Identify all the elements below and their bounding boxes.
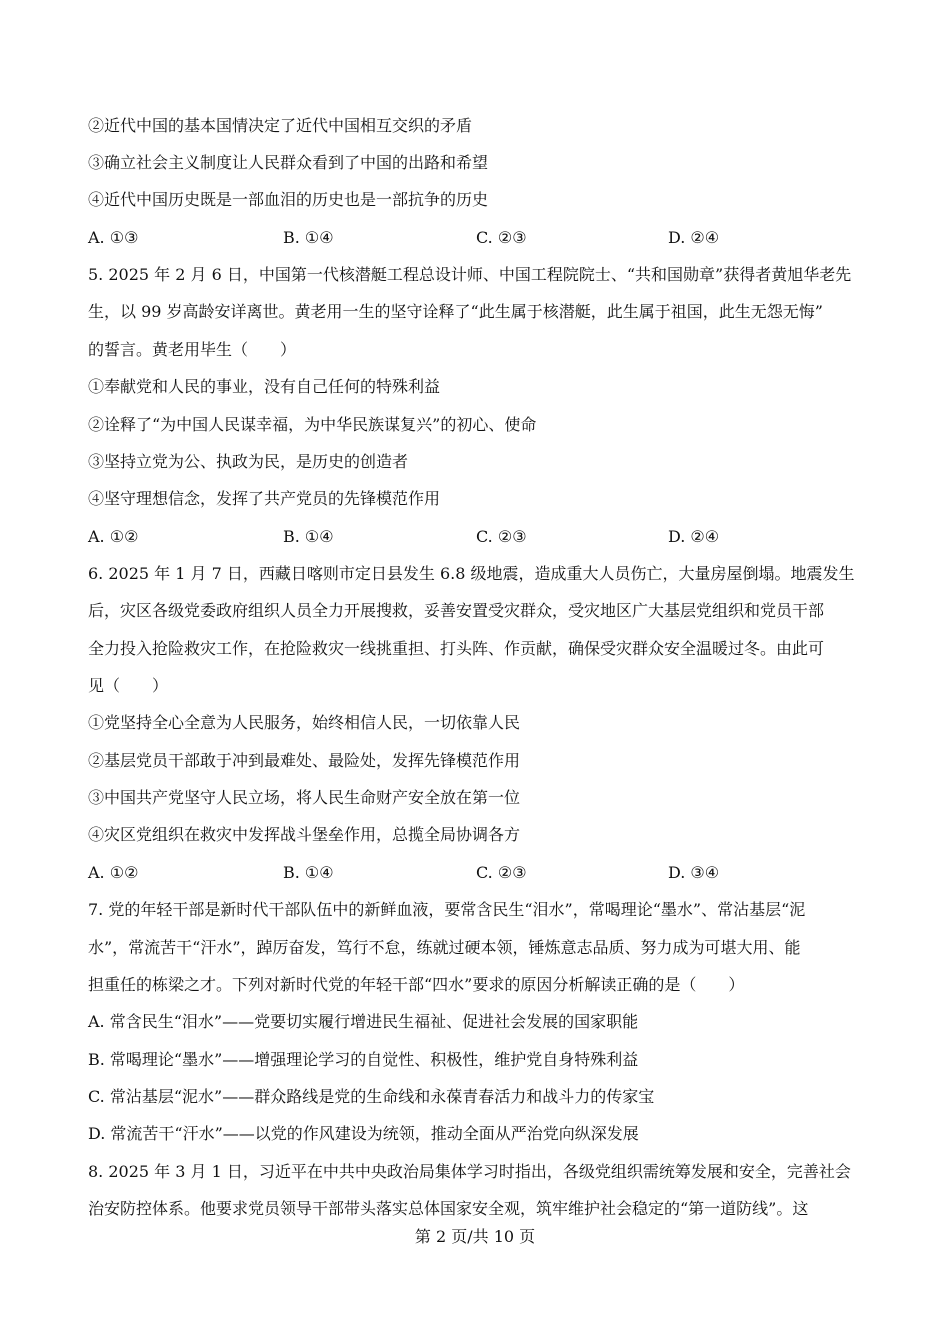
page-footer: 第 2 页/共 10 页 — [414, 1227, 536, 1246]
q5-option-b: B. ①④ — [283, 527, 334, 546]
q5-statement-4: ④坚守理想信念，发挥了共产党员的先锋模范作用 — [88, 489, 441, 508]
q4-option-d: D. ②④ — [668, 228, 720, 247]
q5-statement-1: ①奉献党和人民的事业，没有自己任何的特殊利益 — [88, 377, 441, 396]
q6-options — [88, 862, 868, 884]
q6-statement-2: ②基层党员干部敢于冲到最难处、最险处，发挥先锋模范作用 — [88, 751, 521, 770]
q5-statement-2: ②诠释了“为中国人民谋幸福，为中华民族谋复兴”的初心、使命 — [88, 415, 537, 434]
q6-stem-line-3: 全力投入抢险救灾工作，在抢险救灾一线挑重担、打头阵、作贡献，确保受灾群众安全温暖过冬。由此可 — [88, 639, 825, 658]
q7-option-c: C. 常沾基层“泥水”——群众路线是党的生命线和永葆青春活力和战斗力的传家宝 — [88, 1087, 655, 1106]
q5-stem-line-2: 生，以 99 岁高龄安详离世。黄老用一生的坚守诠释了“此生属于核潜艇，此生属于祖国，此生无怨无悔” — [88, 302, 823, 321]
q4-option-c: C. ②③ — [476, 228, 527, 247]
q7-stem-line-2: 水”，常流苦干“汗水”，踔厉奋发，笃行不怠，练就过硬本领，锤炼意志品质、努力成为可堪大用、能 — [88, 938, 801, 957]
q4-statement-4: ④近代中国历史既是一部血泪的历史也是一部抗争的历史 — [88, 190, 489, 209]
q6-option-a: A. ①② — [88, 863, 139, 882]
q8-stem-line-2: 治安防控体系。他要求党员领导干部带头落实总体国家安全观，筑牢维护社会稳定的“第一道防线”。这 — [88, 1199, 809, 1218]
q4-option-b: B. ①④ — [283, 228, 334, 247]
q7-option-d: D. 常流苦干“汗水”——以党的作风建设为统领，推动全面从严治党向纵深发展 — [88, 1124, 639, 1143]
q4-statement-2: ②近代中国的基本国情决定了近代中国相互交织的矛盾 — [88, 116, 473, 135]
q7-option-a: A. 常含民生“泪水”——党要切实履行增进民生福祉、促进社会发展的国家职能 — [88, 1012, 639, 1031]
q4-statement-3: ③确立社会主义制度让人民群众看到了中国的出路和希望 — [88, 153, 489, 172]
q5-option-a: A. ①② — [88, 527, 139, 546]
q6-stem-line-4: 见（ ） — [88, 676, 169, 695]
q5-stem-line-3: 的誓言。黄老用毕生（ ） — [88, 340, 297, 359]
q6-option-b: B. ①④ — [283, 863, 334, 882]
q5-options — [88, 526, 868, 548]
q5-statement-3: ③坚持立党为公、执政为民，是历史的创造者 — [88, 452, 409, 471]
q6-stem-line-2: 后，灾区各级党委政府组织人员全力开展搜救，妥善安置受灾群众，受灾地区广大基层党组织和党员干部 — [88, 601, 825, 620]
q5-stem-line-1: 5. 2025 年 2 月 6 日，中国第一代核潜艇工程总设计师、中国工程院院士、“共和国勋章”获得者黄旭华老先 — [88, 265, 852, 284]
q5-option-d: D. ②④ — [668, 527, 720, 546]
q7-option-b: B. 常喝理论“墨水”——增强理论学习的自觉性、积极性，维护党自身特殊利益 — [88, 1050, 639, 1069]
q6-option-c: C. ②③ — [476, 863, 527, 882]
q6-stem-line-1: 6. 2025 年 1 月 7 日，西藏日喀则市定日县发生 6.8 级地震，造成重大人员伤亡，大量房屋倒塌。地震发生 — [88, 564, 855, 583]
q6-statement-4: ④灾区党组织在救灾中发挥战斗堡垒作用，总揽全局协调各方 — [88, 825, 521, 844]
q4-options — [88, 227, 868, 249]
q7-stem-line-1: 7. 党的年轻干部是新时代干部队伍中的新鲜血液，要常含民生“泪水”，常喝理论“墨水”、常沾基层“泥 — [88, 900, 806, 919]
q6-option-d: D. ③④ — [668, 863, 720, 882]
q6-statement-3: ③中国共产党坚守人民立场，将人民生命财产安全放在第一位 — [88, 788, 521, 807]
q8-stem-line-1: 8. 2025 年 3 月 1 日，习近平在中共中央政治局集体学习时指出，各级党组织需统筹发展和安全，完善社会 — [88, 1162, 851, 1181]
q7-stem-line-3: 担重任的栋梁之才。下列对新时代党的年轻干部“四水”要求的原因分析解读正确的是（ ） — [88, 975, 745, 994]
q5-option-c: C. ②③ — [476, 527, 527, 546]
q4-option-a: A. ①③ — [88, 228, 139, 247]
q6-statement-1: ①党坚持全心全意为人民服务，始终相信人民，一切依靠人民 — [88, 713, 521, 732]
